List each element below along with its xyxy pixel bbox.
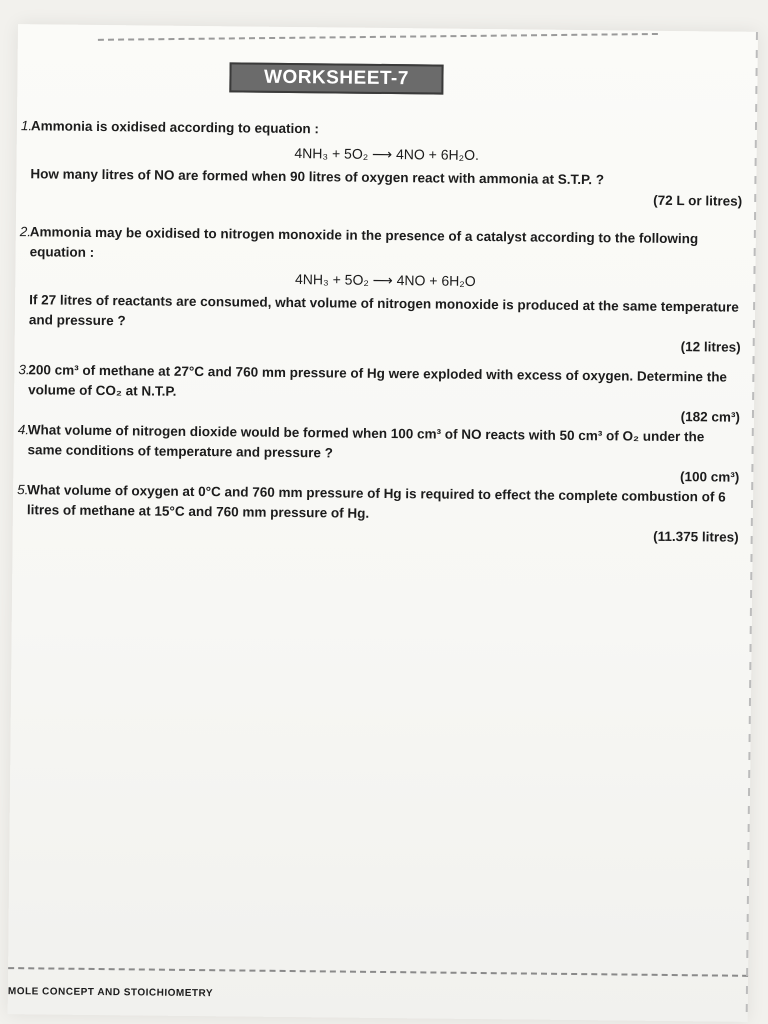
worksheet-title: WORKSHEET-7 <box>229 62 443 94</box>
answer: (100 cm³) <box>679 469 740 485</box>
question-4 <box>17 420 740 487</box>
answer: (12 litres) <box>680 339 741 355</box>
chemical-equation: 4NH₃ + 5O₂ ⟶ 4NO + 6H₂O. <box>294 145 479 163</box>
question-number: 3. <box>18 362 30 378</box>
answer: (72 L or litres) <box>653 192 743 209</box>
answer: (11.375 litres) <box>653 528 739 545</box>
footer-chapter-title: MOLE CONCEPT AND STOICHIOMETRY <box>7 986 214 1000</box>
question-5 <box>17 480 740 547</box>
page-edge-marks <box>746 32 758 1022</box>
question-text: What volume of oxygen at 0°C and 760 mm pressure of Hg is required to effect the complete combustion of 6 litres of methane at 15°C and 760 mm pressure of Hg. <box>26 482 726 521</box>
answer: (182 cm³) <box>680 409 741 425</box>
question-text: How many litres of NO are formed when 90 litres of oxygen react with ammonia at S.T.P. ? <box>30 166 605 188</box>
footer-dashed-line <box>8 967 748 977</box>
question-3 <box>18 360 741 427</box>
worksheet-page <box>8 24 758 1022</box>
question-text: What volume of nitrogen dioxide would be formed when 100 cm³ of NO reacts with 50 cm³ of O₂ under the same conditions of temperature and pressure ? <box>27 422 705 461</box>
question-text: 200 cm³ of methane at 27°C and 760 mm pressure of Hg were exploded with excess of oxygen. Determine the volume of CO₂ at N.T.P. <box>28 362 728 399</box>
question-number: 2. <box>19 224 32 240</box>
question-number: 1. <box>20 118 33 134</box>
question-1 <box>20 116 743 211</box>
question-prompt: Ammonia may be oxidised to nitrogen monoxide in the presence of a catalyst according to the following equation : <box>29 224 699 260</box>
chemical-equation: 4NH₃ + 5O₂ ⟶ 4NO + 6H₂O <box>294 271 476 289</box>
question-prompt: Ammonia is oxidised according to equation : <box>30 118 320 137</box>
question-2 <box>19 222 742 357</box>
question-text: If 27 litres of reactants are consumed, what volume of nitrogen monoxide is produced at the same temperature and pressure ? <box>28 292 739 329</box>
question-number: 4. <box>17 422 30 438</box>
question-number: 5. <box>17 482 29 498</box>
top-dashed-line <box>98 33 658 41</box>
